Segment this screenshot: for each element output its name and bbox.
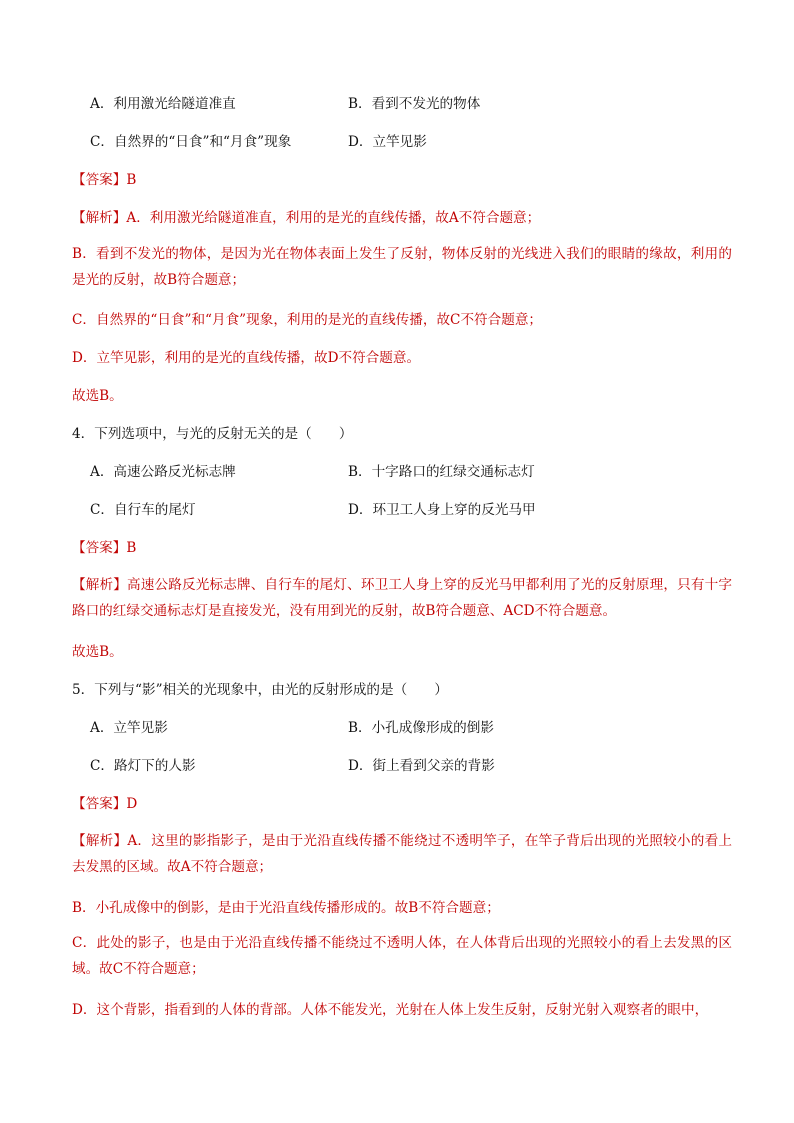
q4-option-d: D．环卫工人身上穿的反光马甲 bbox=[348, 502, 536, 518]
answer-value: D bbox=[126, 796, 138, 812]
q3-option-b: B．看到不发光的物体 bbox=[348, 96, 481, 112]
q4-analysis bbox=[72, 572, 732, 624]
answer-value: B bbox=[126, 172, 137, 188]
q5-option-d: D．街上看到父亲的背影 bbox=[348, 758, 495, 774]
q5-analysis-d: D．这个背影，指看到的人体的背部。人体不能发光，光射在人体上发生反射，反射光射入观察者的眼中， bbox=[72, 1002, 709, 1018]
q4-stem: 4．下列选项中，与光的反射无关的是（ ） bbox=[72, 426, 353, 442]
q5-option-a: A．立竿见影 bbox=[90, 720, 168, 736]
q5-option-b: B．小孔成像形成的倒影 bbox=[348, 720, 494, 736]
analysis-tag: 【解析】 bbox=[72, 210, 127, 226]
q5-analysis-a bbox=[72, 828, 732, 880]
q3-analysis-d: D．立竿见影，利用的是光的直线传播，故D不符合题意。 bbox=[72, 350, 421, 366]
q4-answer bbox=[72, 538, 732, 558]
answer-value: B bbox=[126, 540, 137, 556]
answer-tag: 【答案】 bbox=[72, 796, 127, 812]
q5-analysis-c: C．此处的影子，也是由于光沿直线传播不能绕过不透明人体，在人体背后出现的光照较小的看上去发黑的区域。故C不符合题意； bbox=[72, 935, 732, 977]
q5-analysis-b: B．小孔成像中的倒影，是由于光沿直线传播形成的。故B不符合题意； bbox=[72, 900, 500, 916]
q3-analysis-b: B．看到不发光的物体，是因为光在物体表面上发生了反射，物体反射的光线进入我们的眼睛的缘故，利用的是光的反射，故B符合题意； bbox=[72, 246, 732, 288]
answer-tag: 【答案】 bbox=[72, 172, 127, 188]
analysis-tag: 【解析】 bbox=[72, 833, 128, 849]
q3-answer bbox=[72, 170, 732, 190]
q4-conclusion: 故选B。 bbox=[72, 644, 123, 660]
q5-answer bbox=[72, 794, 732, 814]
q5-stem: 5．下列与“影”相关的光现象中，由光的反射形成的是（ ） bbox=[72, 682, 448, 698]
analysis-tag: 【解析】 bbox=[72, 577, 128, 593]
q4-option-a: A．高速公路反光标志牌 bbox=[90, 464, 236, 480]
q4-option-c: C．自行车的尾灯 bbox=[90, 502, 196, 518]
q3-option-c: C．自然界的“日食”和“月食”现象 bbox=[90, 134, 292, 150]
analysis-text: A．利用激光给隧道准直，利用的是光的直线传播，故A不符合题意； bbox=[126, 210, 541, 226]
q4-option-b: B．十字路口的红绿交通标志灯 bbox=[348, 464, 535, 480]
q3-analysis-a bbox=[72, 208, 732, 228]
q5-option-c: C．路灯下的人影 bbox=[90, 758, 196, 774]
analysis-text: A．这里的影指影子，是由于光沿直线传播不能绕过不透明竿子，在竿子背后出现的光照较小的看上去发黑的区域。故A不符合题意； bbox=[72, 833, 732, 875]
q3-option-d: D．立竿见影 bbox=[348, 134, 427, 150]
answer-tag: 【答案】 bbox=[72, 540, 127, 556]
analysis-text: 高速公路反光标志牌、自行车的尾灯、环卫工人身上穿的反光马甲都利用了光的反射原理，只有十字路口的红绿交通标志灯是直接发光，没有用到光的反射，故B符合题意、ACD不符合题意。 bbox=[72, 577, 732, 619]
q3-conclusion: 故选B。 bbox=[72, 388, 123, 404]
q3-analysis-c: C．自然界的“日食”和“月食”现象，利用的是光的直线传播，故C不符合题意； bbox=[72, 312, 543, 328]
q3-option-a: A．利用激光给隧道准直 bbox=[90, 96, 236, 112]
